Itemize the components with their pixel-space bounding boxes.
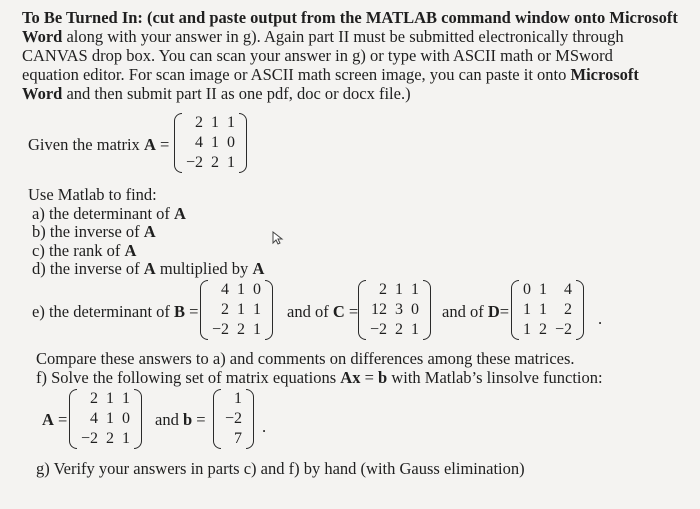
part-f-a-label: A = — [42, 410, 68, 429]
intro-line-1: To Be Turned In: (cut and paste output from the MATLAB command window onto Microsoft — [22, 8, 678, 27]
part-g-text: g) Verify your answers in parts c) and f) by hand (with Gauss elimination) — [36, 459, 525, 478]
intro-line-2: Word along with your answer in g). Again part II must be submitted electronically through — [22, 27, 624, 46]
matrix-a-given: 2 1 1 4 1 0 −2 2 1 — [174, 113, 247, 173]
matrix-c: 2 1 1 12 3 0 −2 2 1 — [358, 280, 431, 340]
part-e-label: e) the determinant of B = — [32, 302, 199, 321]
instructions-paragraph — [22, 8, 692, 103]
part-f-period: . — [262, 417, 267, 436]
intro-line-4: equation editor. For scan image or ASCII math screen image, you can paste it onto Microsoft — [22, 65, 639, 84]
matrix-b: 4 1 0 2 1 1 −2 2 1 — [200, 280, 273, 340]
task-a: a) the determinant of A — [32, 203, 186, 223]
given-matrix-label: Given the matrix A = — [28, 135, 170, 154]
intro-line-3: CANVAS drop box. You can scan your answer in g) or type with ASCII math or MSword — [22, 46, 613, 65]
matrix-d: 0 1 4 1 1 2 1 2 −2 — [511, 280, 584, 340]
and-of-d-label: and of D= — [442, 302, 510, 321]
task-c: c) the rank of A — [32, 240, 137, 260]
vector-b: 1 −2 7 — [213, 389, 254, 449]
part-e-period: . — [598, 309, 603, 328]
task-list — [28, 186, 264, 279]
part-f-text: f) Solve the following set of matrix equations Ax = b with Matlab’s linsolve function: — [36, 368, 603, 387]
compare-text: Compare these answers to a) and comments on differences among these matrices. — [36, 349, 575, 368]
intro-line-5: Word and then submit part II as one pdf, doc or docx file.) — [22, 84, 411, 103]
task-b: b) the inverse of A — [32, 222, 156, 241]
task-intro: Use Matlab to find: — [28, 185, 157, 204]
matrix-a-linsolve: 2 1 1 4 1 0 −2 2 1 — [69, 389, 142, 449]
task-d: d) the inverse of A multiplied by A — [32, 259, 265, 278]
and-of-c-label: and of C = — [287, 302, 359, 321]
mouse-pointer-icon — [272, 231, 284, 245]
part-f-b-label: and b = — [155, 410, 206, 429]
